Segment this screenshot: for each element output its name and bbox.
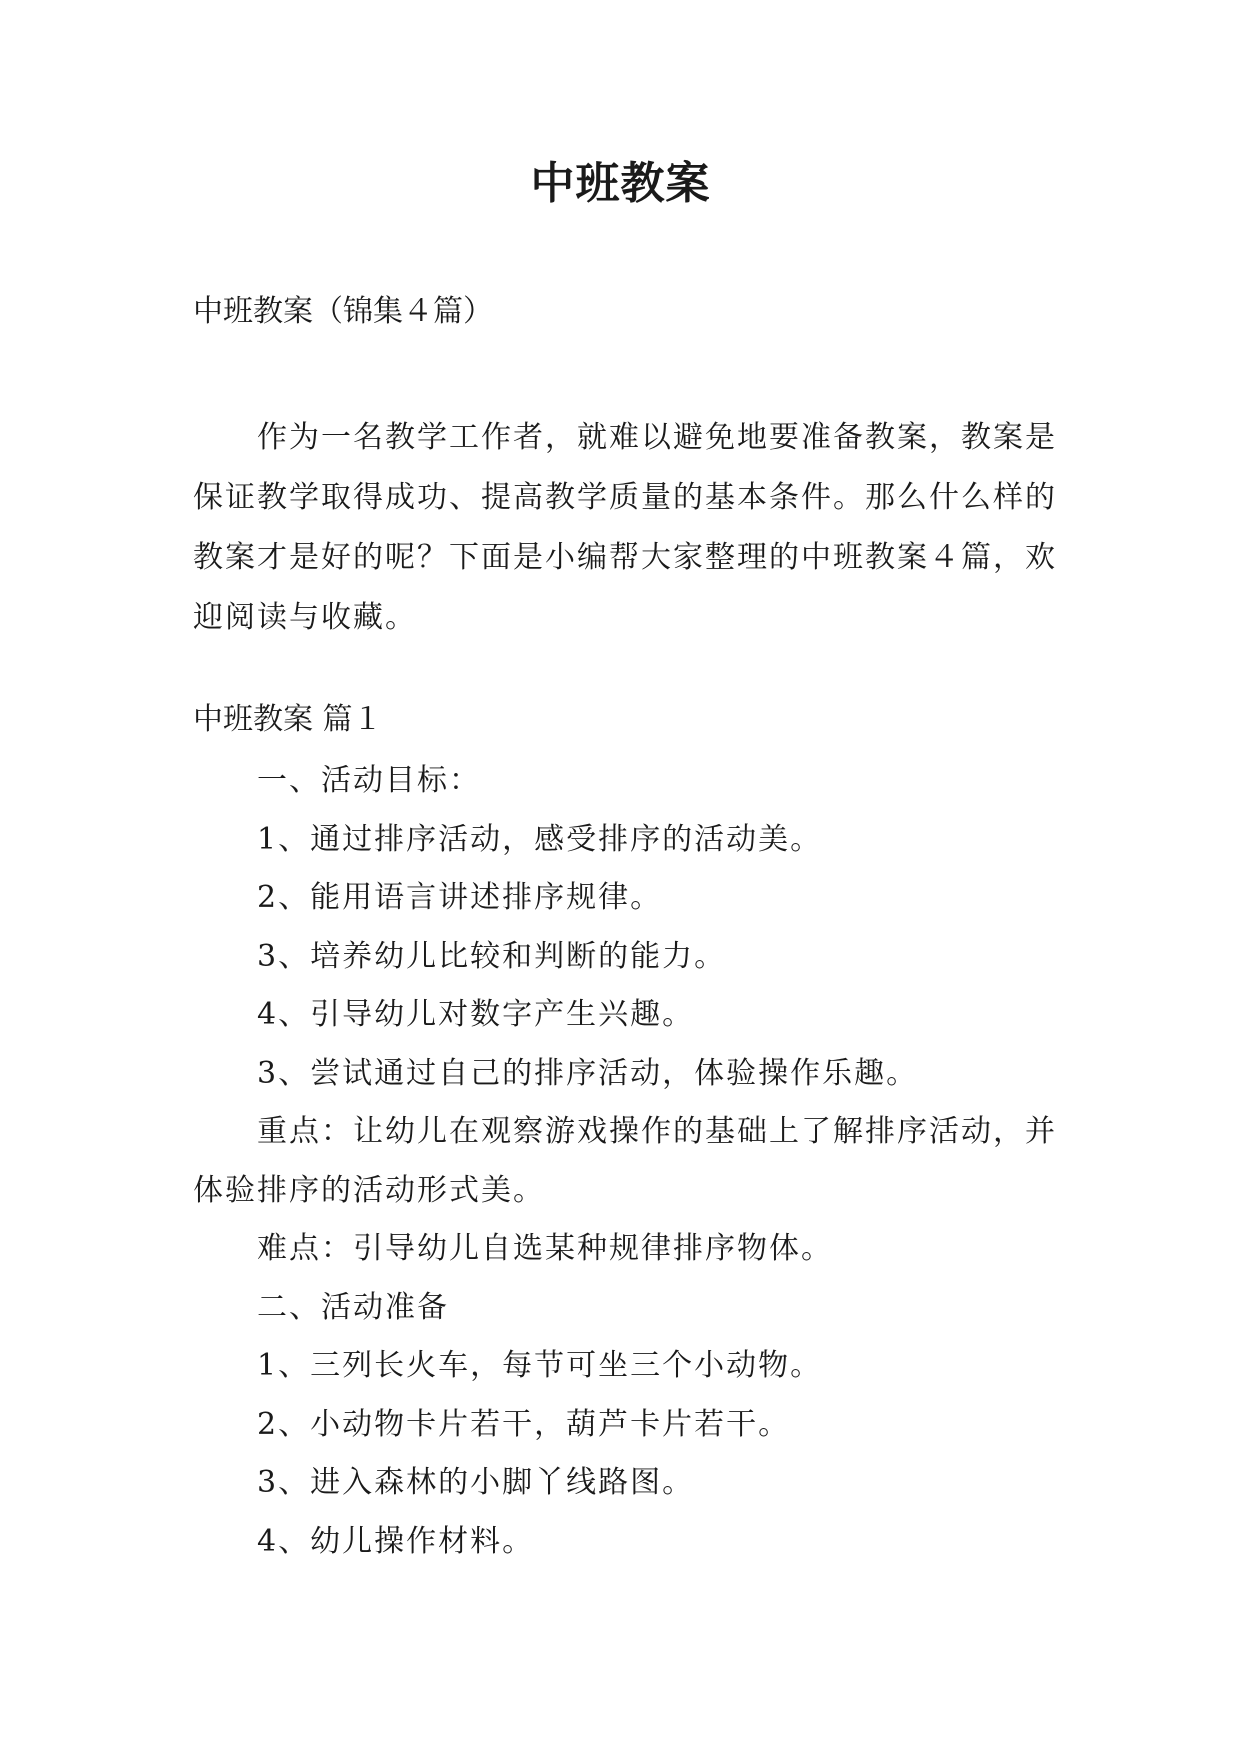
content-line: 1、三列长火车，每节可坐三个小动物。 (257, 1348, 823, 1383)
content-line: 二、活动准备 (257, 1289, 449, 1325)
content-line: 重点：让幼儿在观察游戏操作的基础上了解排序活动，并体验排序的活动形式美。 (193, 1114, 1057, 1208)
content-line: 一、活动目标： (257, 763, 481, 798)
document-subtitle: 中班教案（锦集４篇） (193, 294, 493, 329)
intro-paragraph: 作为一名教学工作者，就难以避免地要准备教案，教案是保证教学取得成功、提高教学质量的基本条件。那么什么样的教案才是好的呢？下面是小编帮大家整理的中班教案４篇，欢迎阅读与收藏。 (193, 420, 1057, 635)
content-line: 4、幼儿操作材料。 (257, 1523, 535, 1559)
content-line: 3、培养幼儿比较和判断的能力。 (257, 938, 727, 974)
content-line: 3、尝试通过自己的排序活动，体验操作乐趣。 (257, 1055, 919, 1091)
content-line: 2、小动物卡片若干，葫芦卡片若干。 (257, 1406, 791, 1442)
lesson-content (193, 752, 1063, 1571)
section-heading: 中班教案 篇１ (193, 702, 383, 737)
document-title: 中班教案 (530, 158, 711, 209)
content-line: 2、能用语言讲述排序规律。 (257, 880, 663, 915)
content-line: 1、通过排序活动，感受排序的活动美。 (257, 821, 823, 857)
content-line: 难点：引导幼儿自选某种规律排序物体。 (257, 1231, 833, 1266)
content-line: 4、引导幼儿对数字产生兴趣。 (257, 997, 695, 1032)
content-line: 3、进入森林的小脚丫线路图。 (257, 1465, 695, 1500)
